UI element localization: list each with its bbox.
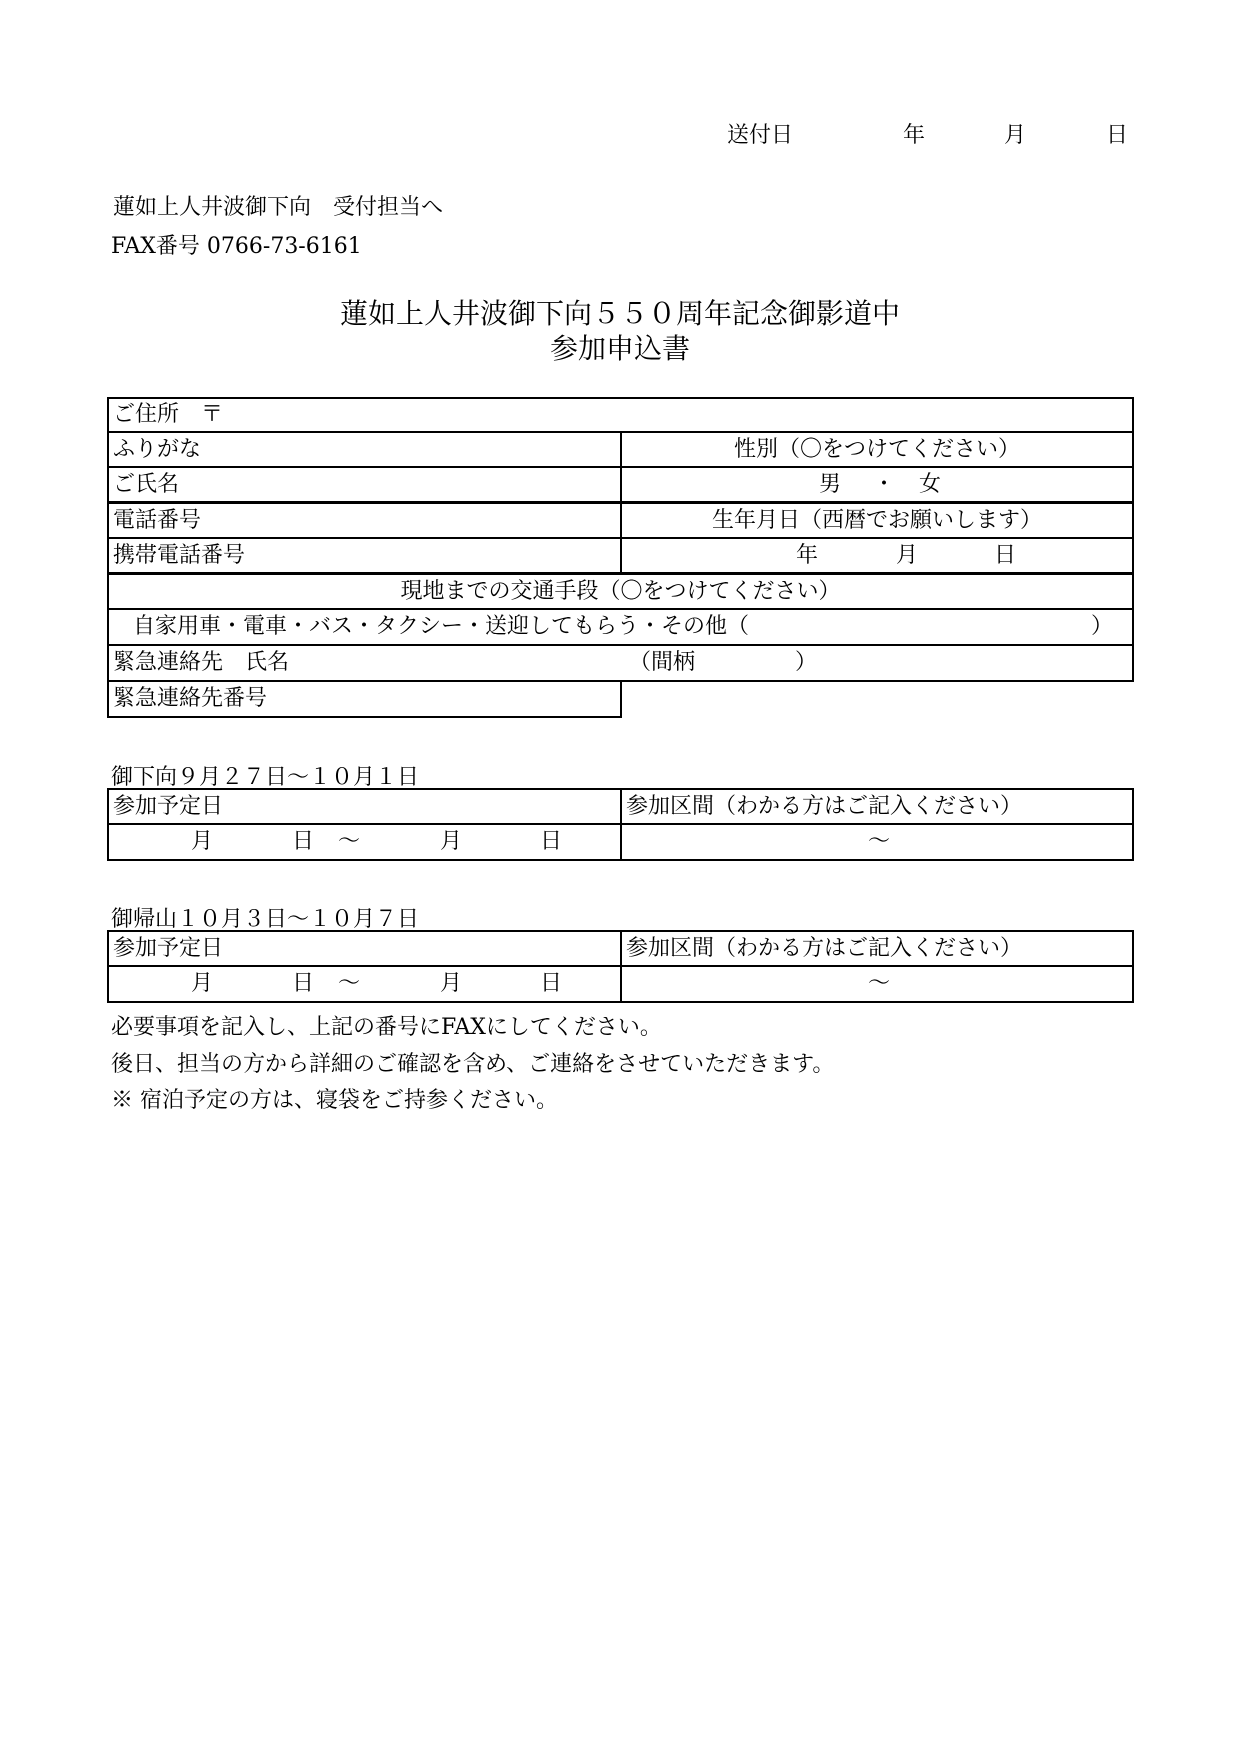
section1-end-day: 日 <box>540 829 563 854</box>
section2-date-header <box>107 930 622 967</box>
phone-field[interactable] <box>107 502 622 539</box>
gender-label: 性別（〇をつけてください） <box>733 436 1020 462</box>
transport-options-row[interactable] <box>107 608 1134 646</box>
note-fax-instruction: 必要事項を記入し、上記の番号にFAXにしてください。 <box>111 1015 662 1040</box>
note-contact: 後日、担当の方から詳細のご確認を含め、ご連絡をさせていただきます。 <box>111 1052 835 1077</box>
birth-header <box>620 502 1134 539</box>
furigana-label: ふりがな <box>113 436 202 462</box>
birth-date-field[interactable] <box>620 537 1134 574</box>
send-date-year: 年 <box>903 123 926 148</box>
emergency-number-label: 緊急連絡先番号 <box>113 686 268 711</box>
section1-heading: 御下向９月２７日～１０月１日 <box>111 765 420 790</box>
birth-month-label: 月 <box>896 542 919 568</box>
section1-segment-header <box>620 788 1134 825</box>
section2-segment-field[interactable] <box>620 965 1134 1003</box>
transport-label: 現地までの交通手段（〇をつけてください） <box>400 578 841 604</box>
section2-segment-tilde: ～ <box>868 971 891 996</box>
section2-end-month: 月 <box>440 971 463 996</box>
emergency-name-label: 緊急連絡先 氏名 <box>113 650 290 675</box>
section2-start-day: 日 <box>292 971 315 996</box>
transport-options: 自家用車・電車・バス・タクシー・送迎してもらう・その他（ <box>133 614 750 639</box>
section2-date-tilde: ～ <box>338 971 361 996</box>
gender-male-option[interactable]: 男 <box>819 471 842 497</box>
address-field[interactable] <box>107 397 1134 433</box>
section2-segment-header <box>620 930 1134 967</box>
note-sleeping-bag: ※ 宿泊予定の方は、寝袋をご持参ください。 <box>111 1088 558 1113</box>
address-label: ご住所 〒 <box>113 402 224 427</box>
phone-label: 電話番号 <box>113 507 202 533</box>
gender-female-option[interactable]: 女 <box>919 471 942 497</box>
relation-label: （間柄 <box>629 650 696 675</box>
section1-date-tilde: ～ <box>338 829 361 854</box>
furigana-field[interactable] <box>107 431 622 468</box>
document-subtitle: 参加申込書 <box>549 332 690 365</box>
transport-other-close: ） <box>1091 614 1114 639</box>
section1-date-header <box>107 788 622 825</box>
mobile-label: 携帯電話番号 <box>113 542 246 568</box>
section2-end-day: 日 <box>540 971 563 996</box>
birth-year-label: 年 <box>796 542 819 568</box>
name-field[interactable] <box>107 466 622 503</box>
emergency-number-field[interactable] <box>107 680 622 718</box>
gender-options <box>620 466 1134 503</box>
section1-segment-field[interactable] <box>620 823 1134 861</box>
emergency-name-row[interactable] <box>107 644 1134 682</box>
mobile-field[interactable] <box>107 537 622 574</box>
section1-end-month: 月 <box>440 829 463 854</box>
section2-start-month: 月 <box>191 971 214 996</box>
send-date-month: 月 <box>1004 123 1027 148</box>
document-title: 蓮如上人井波御下向５５０周年記念御影道中 <box>339 297 900 330</box>
section1-date-field[interactable] <box>107 823 622 861</box>
relation-close: ） <box>795 650 818 675</box>
addressee: 蓮如上人井波御下向 受付担当へ <box>113 195 444 220</box>
send-date-label: 送付日 <box>727 123 794 148</box>
section1-date-label: 参加予定日 <box>113 793 224 819</box>
section2-heading: 御帰山１０月３日～１０月７日 <box>111 907 420 932</box>
section1-start-day: 日 <box>292 829 315 854</box>
section2-date-field[interactable] <box>107 965 622 1003</box>
send-date-day: 日 <box>1106 123 1129 148</box>
name-label: ご氏名 <box>113 471 180 497</box>
section1-segment-tilde: ～ <box>868 829 891 854</box>
section1-segment-label: 参加区間（わかる方はご記入ください） <box>626 793 1023 819</box>
transport-header <box>107 573 1134 610</box>
gender-header <box>620 431 1134 468</box>
section1-start-month: 月 <box>191 829 214 854</box>
birth-label: 生年月日（西暦でお願いします） <box>711 507 1042 533</box>
section2-date-label: 参加予定日 <box>113 935 224 961</box>
birth-day-label: 日 <box>994 542 1017 568</box>
fax-number: FAX番号 0766-73-6161 <box>111 234 362 259</box>
section2-segment-label: 参加区間（わかる方はご記入ください） <box>626 935 1023 961</box>
gender-separator: ・ <box>873 471 896 497</box>
